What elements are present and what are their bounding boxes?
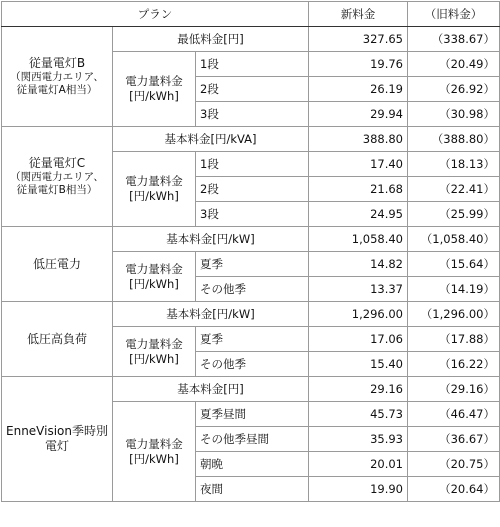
new-price-cell: 15.40 (309, 352, 408, 377)
base-fee-label: 基本料金[円/kVA] (113, 127, 309, 152)
old-price-cell: （16.22） (408, 352, 500, 377)
plan-name: 低圧高負荷 (26, 331, 87, 346)
new-price-cell: 26.19 (309, 77, 408, 102)
energy-fee-label: 電力量料金[円/kWh] (113, 402, 196, 502)
old-price-cell: （20.49） (408, 52, 500, 77)
tier-label: 1段 (196, 152, 309, 177)
old-price-header: （旧料金） (408, 2, 500, 27)
base-fee-label: 基本料金[円/kW] (113, 302, 309, 327)
table-row (2, 27, 500, 52)
old-price-cell: （26.92） (408, 77, 500, 102)
table-row (2, 227, 500, 252)
energy-fee-label: 電力量料金[円/kWh] (113, 327, 196, 377)
energy-fee-label: 電力量料金[円/kWh] (113, 152, 196, 227)
header-row (2, 2, 500, 27)
old-price-cell: （338.67） (408, 27, 500, 52)
tier-label: 3段 (196, 102, 309, 127)
base-fee-label: 最低料金[円] (113, 27, 309, 52)
old-price-cell: （20.75） (408, 452, 500, 477)
new-price-header: 新料金 (309, 2, 408, 27)
plan-name: EnneVision季時別電灯 (6, 424, 108, 453)
plan-name-cell (2, 27, 113, 127)
tier-label: 朝晩 (196, 452, 309, 477)
old-price-cell: （388.80） (408, 127, 500, 152)
plan-name: 従量電灯C (28, 155, 86, 170)
old-price-cell: （17.88） (408, 327, 500, 352)
new-price-cell: 35.93 (309, 427, 408, 452)
plan-name: 従量電灯B (28, 55, 86, 70)
tier-label: 夏季昼間 (196, 402, 309, 427)
tier-label: 3段 (196, 202, 309, 227)
plan-area-note: （関西電力エリア、従量電灯B相当） (10, 170, 104, 196)
new-price-cell: 45.73 (309, 402, 408, 427)
tier-label: 夜間 (196, 477, 309, 502)
new-price-cell: 13.37 (309, 277, 408, 302)
energy-fee-label: 電力量料金[円/kWh] (113, 252, 196, 302)
old-price-cell: （25.99） (408, 202, 500, 227)
plan-name-cell (2, 302, 113, 377)
new-price-cell: 19.76 (309, 52, 408, 77)
tier-label: 2段 (196, 177, 309, 202)
table-row (2, 377, 500, 402)
plan-header: プラン (2, 2, 309, 27)
price-table (1, 1, 500, 502)
tier-label: その他季昼間 (196, 427, 309, 452)
old-price-cell: （20.64） (408, 477, 500, 502)
new-price-cell: 21.68 (309, 177, 408, 202)
old-price-cell: （15.64） (408, 252, 500, 277)
new-price-cell: 14.82 (309, 252, 408, 277)
old-price-cell: （46.47） (408, 402, 500, 427)
table-row (2, 127, 500, 152)
old-price-cell: （36.67） (408, 427, 500, 452)
new-price-cell: 19.90 (309, 477, 408, 502)
old-price-cell: （1,296.00） (408, 302, 500, 327)
new-price-cell: 17.40 (309, 152, 408, 177)
base-fee-label: 基本料金[円/kW] (113, 227, 309, 252)
old-price-cell: （18.13） (408, 152, 500, 177)
new-price-cell: 29.94 (309, 102, 408, 127)
plan-name-cell (2, 227, 113, 302)
new-price-cell: 388.80 (309, 127, 408, 152)
energy-fee-label: 電力量料金[円/kWh] (113, 52, 196, 127)
old-price-cell: （22.41） (408, 177, 500, 202)
tier-label: その他季 (196, 277, 309, 302)
new-price-cell: 29.16 (309, 377, 408, 402)
plan-area-note: （関西電力エリア、従量電灯A相当） (10, 70, 104, 96)
tier-label: 1段 (196, 52, 309, 77)
new-price-cell: 1,296.00 (309, 302, 408, 327)
tier-label: その他季 (196, 352, 309, 377)
plan-name: 低圧電力 (32, 256, 81, 271)
old-price-cell: （1,058.40） (408, 227, 500, 252)
new-price-cell: 1,058.40 (309, 227, 408, 252)
old-price-cell: （14.19） (408, 277, 500, 302)
tier-label: 夏季 (196, 327, 309, 352)
tier-label: 夏季 (196, 252, 309, 277)
new-price-cell: 24.95 (309, 202, 408, 227)
new-price-cell: 17.06 (309, 327, 408, 352)
plan-name-cell (2, 127, 113, 227)
new-price-cell: 20.01 (309, 452, 408, 477)
old-price-cell: （30.98） (408, 102, 500, 127)
plan-name-cell (2, 377, 113, 502)
table-row (2, 302, 500, 327)
old-price-cell: （29.16） (408, 377, 500, 402)
base-fee-label: 基本料金[円] (113, 377, 309, 402)
tier-label: 2段 (196, 77, 309, 102)
new-price-cell: 327.65 (309, 27, 408, 52)
